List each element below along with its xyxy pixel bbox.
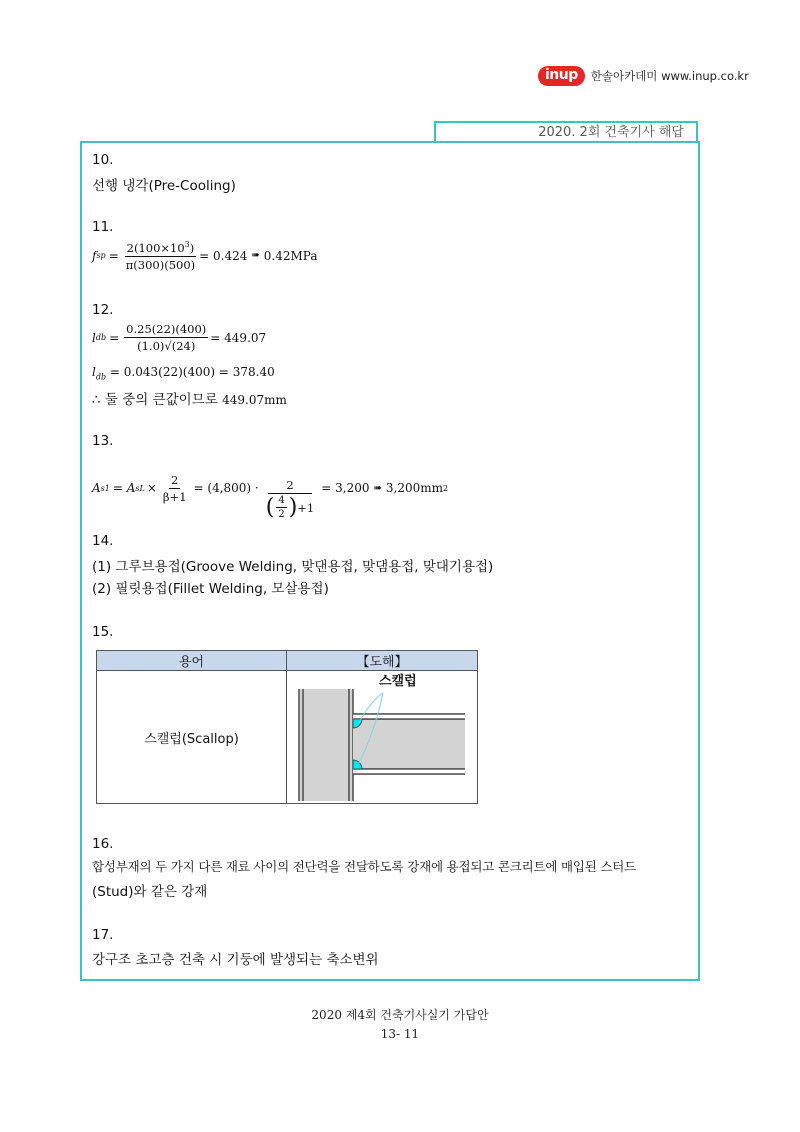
q12-formula-1: l db = $\frac{0.25(22)(400)}{(1.0)√(24)}$ = 449.07 (92, 322, 267, 353)
q13-frac2-plus: +1 (297, 500, 315, 515)
q11-num-close: ) (189, 240, 195, 255)
footer-page-number: 13- 11 (380, 1027, 420, 1041)
q14-number: 14. (92, 533, 114, 549)
brand (538, 66, 749, 86)
q13-formula (92, 456, 448, 520)
q13-inner-num: 4 (278, 495, 285, 506)
q15-col-term: 용어 (97, 651, 287, 671)
q12-line2: = 0.043(22)(400) = 378.40 (109, 365, 275, 379)
q13-eq-sub: sL (135, 483, 145, 493)
q15-diagram-cell (287, 671, 478, 804)
q11-fraction (124, 240, 197, 272)
q15-term: 스캘럽(Scallop) (97, 671, 287, 804)
q13-result: = 3,200 (321, 481, 370, 495)
q13-frac1-num: 2 (171, 472, 179, 487)
q12-lhs: l (92, 330, 96, 345)
q12-conclusion (92, 388, 287, 408)
q11-numerator: 2(100×10 (126, 240, 185, 255)
q15-table (96, 650, 478, 804)
q16-line-1: 합성부재의 두 가지 다른 재료 사이의 전단력을 전달하도록 강재에 용접되고 콘크리트에 매입된 스터드 (92, 859, 637, 874)
q12-numerator: 0.25(22)(400) (126, 322, 207, 336)
brand-name: 한솔아카데미 www.inup.co.kr (590, 69, 749, 83)
q15-number: 15. (92, 624, 114, 640)
q14-item-1: (1) 그루브용접(Groove Welding, 맞댄용접, 맞댐용접, 맞대기용접) (92, 559, 494, 575)
q13-final-exp: 2 (443, 483, 449, 493)
q12-lhs-2: l (92, 365, 96, 379)
q15-col-diagram: 【도해】 (287, 651, 478, 671)
q13-frac2-den: ( $\frac{4}{2}$ ) +1 (265, 495, 315, 520)
q13-final: 3,200mm (385, 481, 443, 495)
q11-final: 0.42MPa (263, 248, 318, 263)
q13-eq: = A (112, 481, 136, 495)
q13-number: 13. (92, 433, 114, 449)
q11-result: = 0.424 (199, 248, 248, 263)
q11-arrow-icon: ➠ (251, 250, 260, 262)
header-tab: 2020. 2회 건축기사 해답 (434, 121, 698, 142)
q11-number: 11. (92, 219, 114, 235)
q15-table-row (97, 671, 478, 804)
q16-line-2: (Stud)와 같은 강재 (92, 884, 208, 900)
q12-conclusion-text: ∴ 둘 중의 큰값이므로 (92, 392, 218, 408)
q17-answer: 강구조 초고층 건축 시 기둥에 발생되는 축소변위 (92, 952, 379, 968)
q12-formula-2 (92, 365, 275, 381)
q13-arrow-icon: ➠ (373, 482, 382, 494)
q11-exp: 3 (184, 240, 190, 249)
q13-inner-den: 2 (278, 509, 285, 520)
q12-conclusion-value: 449.07mm (222, 393, 287, 407)
q13-mid: = (4,800) · (193, 481, 259, 495)
q15-table-header (97, 651, 478, 671)
scallop-diagram (287, 671, 477, 803)
beam-top-flange (353, 714, 465, 719)
q17-number: 17. (92, 927, 114, 943)
q13-frac1-den: β+1 (162, 489, 187, 504)
q14-item-2: (2) 필릿용접(Fillet Welding, 모살용접) (92, 581, 329, 597)
q11-formula: f sp = $\frac{2(100\times 10^3)}{\pi(300)(500)}$ = 0.424 ➠ 0.42MPa (92, 240, 318, 272)
q13-lhs-sub: s1 (100, 483, 110, 493)
q12-fraction (124, 322, 208, 353)
beam-bottom-flange (353, 769, 465, 774)
inup-logo: inup (538, 66, 585, 86)
q13-lhs: A (92, 481, 101, 495)
q16-number: 16. (92, 836, 114, 852)
q13-times: × (146, 481, 157, 495)
q11-lhs-sub: sp (96, 251, 106, 261)
q12-number: 12. (92, 302, 114, 318)
scallop-label: 스캘럽 (379, 674, 417, 689)
q13-fraction-2 (264, 478, 317, 520)
q11-lhs: f (92, 248, 97, 263)
column-web (299, 689, 353, 801)
q13-fraction-1 (161, 473, 189, 504)
q10-answer: 선행 냉각(Pre-Cooling) (92, 178, 236, 194)
q13-inner-fraction (276, 495, 286, 520)
q12-lhs-sub-2: db (95, 372, 107, 382)
beam-web (353, 719, 465, 769)
q12-result-1: = 449.07 (210, 330, 267, 345)
q11-denominator: π(300)(500) (125, 257, 196, 272)
q10-number: 10. (92, 152, 114, 168)
q12-lhs-sub: db (95, 333, 107, 342)
footer-title: 2020 제4회 건축기사실기 가답안 (311, 1008, 489, 1022)
q12-denominator: (1.0)√(24) (137, 339, 196, 353)
q13-frac2-num: 2 (268, 478, 312, 494)
